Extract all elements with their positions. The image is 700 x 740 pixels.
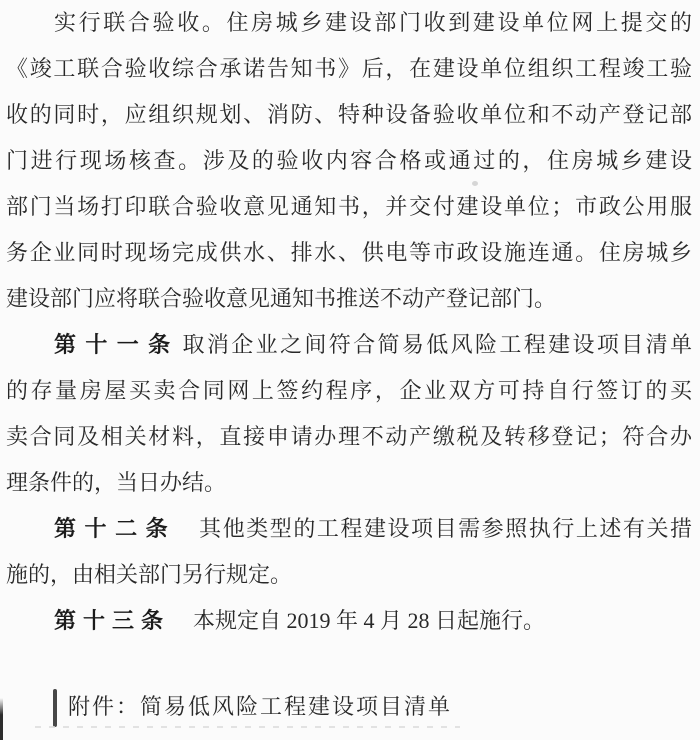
text-line: 的存量房屋买卖合同网上签约程序，企业双方可持自行签订的买: [6, 378, 692, 403]
paragraph-joint-acceptance: [0, 0, 700, 322]
attachment-note: [0, 684, 700, 730]
article-11-number: 第十一条: [54, 332, 180, 357]
paragraph-article-12: [0, 506, 700, 598]
text-line: [0, 598, 700, 644]
text-line: 门进行现场核查。涉及的验收内容合格或通过的，住房城乡建设: [6, 148, 692, 173]
article-13-number: 第十三条: [54, 608, 171, 633]
article-13-text: 本规定自 2019 年 4 月 28 日起施行。: [193, 608, 546, 633]
text-line: 施的，由相关部门另行规定。: [6, 562, 293, 587]
attachment-line: 附件：简易低风险工程建设项目清单: [68, 694, 453, 719]
article-12-number: 第十二条: [54, 516, 177, 541]
text-line: 部门当场打印联合验收意见通知书，并交付建设单位；市政公用服: [6, 194, 692, 219]
text-line: 实行联合验收。住房城乡建设部门收到建设单位网上提交的: [54, 10, 692, 35]
text-line: 理条件的，当日办结。: [6, 470, 227, 495]
scan-artifact-left-edge-line: [0, 698, 3, 740]
paragraph-article-13: [0, 598, 700, 644]
scan-artifact-faint-dotted-line: [35, 726, 460, 728]
text-line: 建设部门应将联合验收意见通知书推送不动产登记部门。: [6, 286, 557, 311]
scan-artifact-vertical-bar: [53, 689, 57, 727]
paragraph-article-11: [0, 322, 700, 506]
article-12-text: 其他类型的工程建设项目需参照执行上述有关措: [199, 516, 692, 541]
text-line: [0, 322, 700, 368]
text-line: 《竣工联合验收综合承诺告知书》后，在建设单位组织工程竣工验: [6, 56, 692, 81]
text-line: 卖合同及相关材料，直接申请办理不动产缴税及转移登记；符合办: [6, 424, 692, 449]
text-line: 务企业同时现场完成供水、排水、供电等市政设施连通。住房城乡: [6, 240, 692, 265]
text-line: [0, 506, 700, 552]
scan-artifact-speck: [472, 181, 478, 186]
text-line: 收的同时，应组织规划、消防、特种设备验收单位和不动产登记部: [6, 102, 692, 127]
article-11-text: 取消企业之间符合简易低风险工程建设项目清单: [182, 332, 692, 357]
